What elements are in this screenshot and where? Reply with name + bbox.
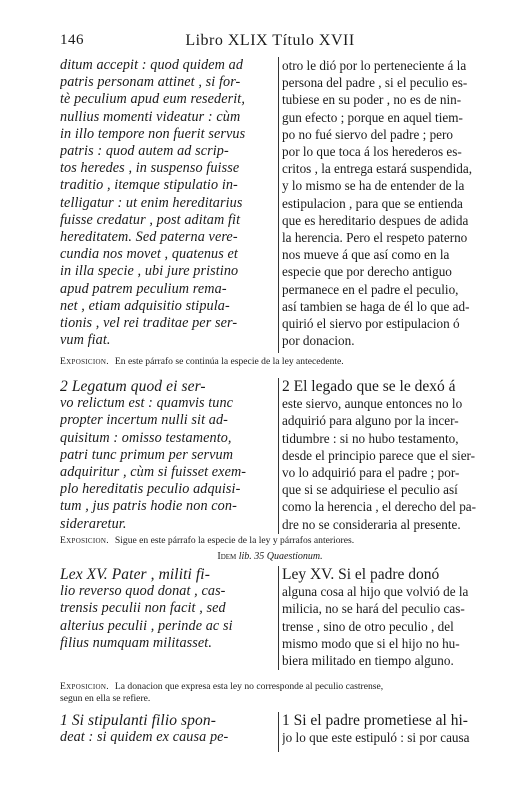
spanish-line: jo lo que este estipuló : si por causa bbox=[282, 730, 470, 746]
text-block-3 bbox=[60, 566, 480, 670]
latin-line: propter incertum nulli sit ad- bbox=[60, 412, 228, 429]
spanish-line: tidumbre : si no hubo testamento, bbox=[282, 430, 459, 446]
latin-column bbox=[60, 57, 274, 349]
exposition-heading: Exposicion. bbox=[60, 535, 109, 546]
spanish-line: 2 El legado que se le dexó á bbox=[282, 378, 456, 395]
latin-line: tè peculium apud eum resederit, bbox=[60, 91, 245, 108]
latin-column bbox=[60, 712, 274, 746]
latin-line: sideraretur. bbox=[60, 515, 127, 532]
spanish-line: milicia, no se hará del peculio cas- bbox=[282, 601, 465, 617]
spanish-line: vo lo adquirió para el padre ; por- bbox=[282, 465, 460, 481]
spanish-line: especie que por derecho antiguo bbox=[282, 264, 452, 280]
exposition-text: La donacion que expresa esta ley no corresponde al peculio castrense, bbox=[114, 681, 384, 692]
latin-line: filius numquam militasset. bbox=[60, 634, 212, 651]
spanish-line: po no fué siervo del padre ; pero bbox=[282, 126, 454, 142]
latin-line: tionis , vel rei traditae per ser- bbox=[60, 315, 238, 332]
source-attribution bbox=[60, 551, 480, 562]
latin-line: in illo tempore non fuerit servus bbox=[60, 125, 246, 142]
spanish-line: permanece en el padre el peculio, bbox=[282, 281, 459, 297]
latin-line: patris : quod autem ad scrip- bbox=[60, 143, 229, 160]
exposition-text: En este párrafo se continúa la especie de la ley antecedente. bbox=[114, 356, 344, 367]
spanish-line: quirió el siervo por estipulacion ó bbox=[282, 316, 460, 332]
latin-line: hereditatem. Sed paterna vere- bbox=[60, 229, 238, 246]
latin-line: net , etiam adquisitio stipula- bbox=[60, 297, 230, 314]
spanish-column bbox=[282, 57, 480, 349]
latin-line: nullius momenti videatur : cùm bbox=[60, 108, 241, 125]
spanish-line: Ley XV. Si el padre donó bbox=[282, 566, 440, 583]
spanish-line: alguna cosa al hijo que volvió de la bbox=[282, 584, 469, 600]
exposition-note-3-continued bbox=[60, 693, 480, 705]
latin-line: cundia nos movet , quatenus et bbox=[60, 246, 238, 263]
latin-line: plo hereditatis peculio adquisi- bbox=[60, 481, 241, 498]
exposition-heading: Exposicion. bbox=[60, 681, 109, 692]
latin-line: deat : si quidem ex causa pe- bbox=[60, 729, 229, 746]
spanish-line: dre no se consideraria al presente. bbox=[282, 516, 461, 532]
exposition-note-3 bbox=[60, 681, 480, 693]
spanish-line: este siervo, aunque entonces no lo bbox=[282, 396, 463, 412]
column-divider bbox=[278, 566, 279, 670]
spanish-line: estipulacion , para que se entienda bbox=[282, 195, 463, 211]
running-title: Libro XLIX Título XVII bbox=[185, 32, 355, 49]
page-number: 146 bbox=[60, 32, 84, 48]
page-header bbox=[60, 32, 480, 54]
latin-line: apud patrem peculium rema- bbox=[60, 280, 227, 297]
spanish-line: que es hereditario despues de adida bbox=[282, 212, 469, 228]
spanish-line: trense , sino de otro peculio , del bbox=[282, 618, 454, 634]
exposition-note-2 bbox=[60, 535, 480, 547]
spanish-column bbox=[282, 378, 480, 533]
spanish-line: así tambien se haga de él lo que ad- bbox=[282, 298, 470, 314]
latin-line: trensis peculii non facit , sed bbox=[60, 600, 226, 617]
latin-line: telligatur : ut enim hereditarius bbox=[60, 194, 243, 211]
spanish-column bbox=[282, 712, 480, 746]
spanish-line: y lo mismo se ha de entender de la bbox=[282, 178, 465, 194]
column-divider bbox=[278, 712, 279, 752]
latin-line: Lex XV. Pater , militi fi- bbox=[60, 566, 210, 583]
spanish-line: persona del padre , si el peculio es- bbox=[282, 75, 468, 91]
spanish-line: por donacion. bbox=[282, 333, 355, 349]
spanish-line: adquirió para alguno por la incer- bbox=[282, 413, 459, 429]
exposition-text: segun en ella se refiere. bbox=[60, 693, 151, 704]
exposition-heading: Exposicion. bbox=[60, 356, 109, 367]
spanish-line: gun efecto ; porque en aquel tiem- bbox=[282, 109, 463, 125]
latin-line: tos heredes , in suspenso fuisse bbox=[60, 160, 240, 177]
spanish-column bbox=[282, 566, 480, 669]
latin-line: 1 Si stipulanti filio spon- bbox=[60, 712, 216, 729]
latin-line: tum , jus patris hodie non con- bbox=[60, 498, 237, 515]
spanish-line: otro le dió por lo perteneciente á la bbox=[282, 58, 467, 73]
spanish-line: la herencia. Pero el respeto paterno bbox=[282, 230, 468, 246]
text-block-2 bbox=[60, 378, 480, 534]
attribution-source: Idem bbox=[217, 551, 237, 562]
spanish-line: que si se adquiriese el peculio así bbox=[282, 482, 458, 498]
text-block-1 bbox=[60, 57, 480, 353]
latin-line: vo relictum est : quamvis tunc bbox=[60, 395, 234, 412]
spanish-line: mismo modo que si el hijo no hu- bbox=[282, 635, 460, 651]
latin-line: ditum accepit : quod quidem ad bbox=[60, 57, 244, 73]
latin-column bbox=[60, 378, 274, 533]
latin-line: alterius peculii , perinde ac si bbox=[60, 617, 233, 634]
latin-line: 2 Legatum quod ei ser- bbox=[60, 378, 206, 395]
latin-line: quisitum : omisso testamento, bbox=[60, 429, 232, 446]
latin-line: fuisse credatur , post aditam fit bbox=[60, 211, 241, 228]
spanish-line: 1 Si el padre prometiese al hi- bbox=[282, 712, 468, 729]
latin-line: traditio , itemque stipulatio in- bbox=[60, 177, 238, 194]
spanish-line: por lo que toca á los herederos es- bbox=[282, 144, 462, 160]
spanish-line: como la herencia , el derecho del pa- bbox=[282, 499, 477, 515]
spanish-line: desde el principio parece que el sier- bbox=[282, 447, 476, 463]
spanish-line: nos mueve á que así como en la bbox=[282, 247, 450, 263]
spanish-line: tubiese en su poder , no es de nin- bbox=[282, 92, 462, 108]
column-divider bbox=[278, 57, 279, 353]
latin-column bbox=[60, 566, 274, 652]
latin-line: vum fiat. bbox=[60, 332, 111, 349]
attribution-book: lib. 35 Quaestionum. bbox=[238, 551, 323, 562]
exposition-text: Sigue en este párrafo la especie de la ley y párrafos anteriores. bbox=[114, 535, 355, 546]
text-block-4 bbox=[60, 712, 480, 752]
column-divider bbox=[278, 378, 279, 534]
latin-line: lio reverso quod donat , cas- bbox=[60, 583, 226, 600]
latin-line: patris personam attinet , si for- bbox=[60, 74, 241, 91]
spanish-line: biera militado en tiempo alguno. bbox=[282, 653, 454, 669]
latin-line: patri tunc primum per servum bbox=[60, 446, 234, 463]
latin-line: in illa specie , ubi jure pristino bbox=[60, 263, 239, 280]
exposition-note-1 bbox=[60, 356, 480, 368]
spanish-line: critos , la entrega estará suspendida, bbox=[282, 161, 473, 177]
latin-line: adquiritur , cùm si fuisset exem- bbox=[60, 464, 247, 481]
